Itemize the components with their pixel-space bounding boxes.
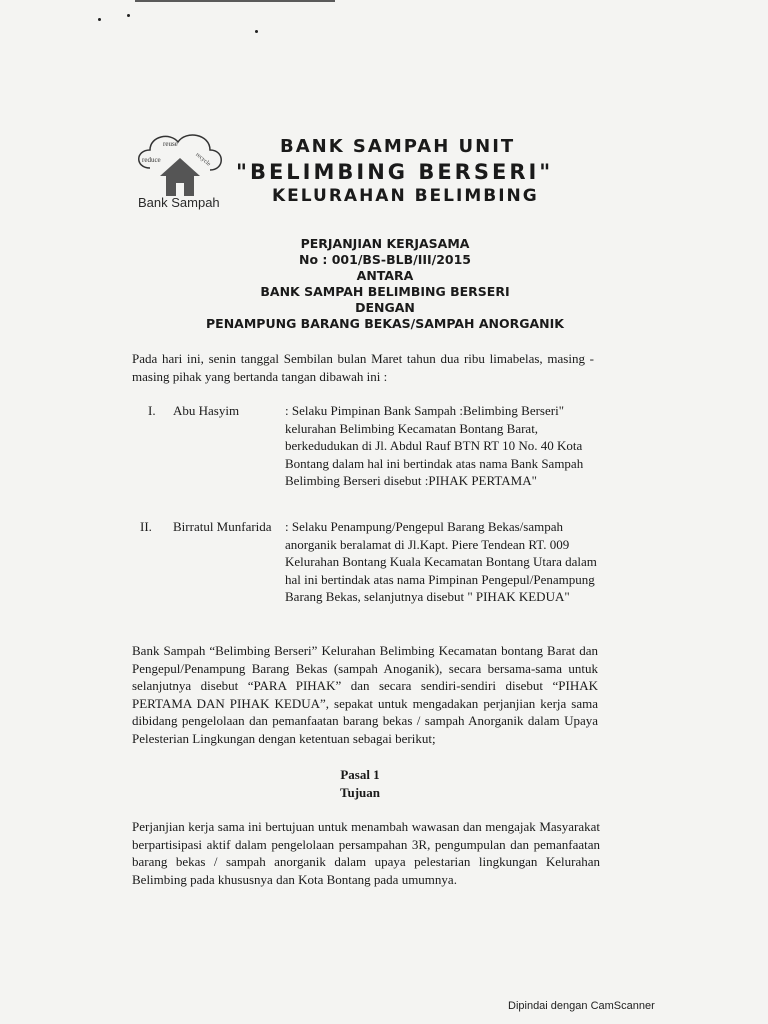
party-number: II. <box>140 519 152 534</box>
party-name: Abu Hasyim <box>173 403 240 418</box>
logo-word: reuse <box>163 140 178 148</box>
party-description: : Selaku Pimpinan Bank Sampah :Belimbing Berseri" kelurahan Belimbing Kecamatan Bontang Barat, berkedudukan di Jl. Abdul Rauf BTN RT 10 No. 40 Kota Bontang dalam hal ini bertindak atas nama Bank Sampah Belimbing Berseri disebut :PIHAK PERTAMA" <box>285 403 584 488</box>
logo-caption: Bank Sampah <box>138 195 220 210</box>
logo-word: recycle <box>194 151 212 168</box>
purpose-paragraph: Perjanjian kerja sama ini bertujuan untuk menambah wawasan dan mengajak Masyarakat berpartisipasi aktif dalam pengelolaan persampahan 3R, pengumpulan dan pemanfaatan barang bekas / sampah anorganik dalam upaya pelestarian lingkungan Kelurahan Belimbing pada khususnya dan Kota Bontang pada umumnya. <box>132 819 600 887</box>
title-line: No : 001/BS-BLB/III/2015 <box>298 252 472 267</box>
title-line: PENAMPUNG BARANG BEKAS/SAMPAH ANORGANIK <box>206 316 564 331</box>
article-title: Tujuan <box>340 785 380 800</box>
scan-speck <box>127 14 130 17</box>
header-line-1: BANK SAMPAH UNIT <box>280 136 516 157</box>
agreement-title <box>130 236 640 332</box>
party-name: Birratul Munfarida <box>173 519 272 534</box>
header-line-2: "BELIMBING BERSERI" <box>236 160 554 184</box>
scan-speck <box>98 18 101 21</box>
intro-paragraph: Pada hari ini, senin tanggal Sembilan bulan Maret tahun dua ribu limabelas, masing - masing pihak yang bertanda tangan dibawah ini : <box>132 351 594 384</box>
scan-speck <box>255 30 258 33</box>
title-line: DENGAN <box>355 300 415 315</box>
logo-word: reduce <box>142 156 161 164</box>
title-line: ANTARA <box>356 268 414 283</box>
header-line-3: KELURAHAN BELIMBING <box>272 186 539 206</box>
scan-edge-mark <box>135 0 335 2</box>
article-heading <box>300 766 420 802</box>
party-description: : Selaku Penampung/Pengepul Barang Bekas/sampah anorganik beralamat di Jl.Kapt. Piere Tendean RT. 009 Kelurahan Bontang Kuala Kecamatan Bontang Utara dalam hal ini bertindak atas nama Pimpinan Pengepul/Penampung Barang Bekas, selanjutnya disebut " PIHAK KEDUA" <box>285 519 597 604</box>
party-number: I. <box>148 403 156 418</box>
title-line: BANK SAMPAH BELIMBING BERSERI <box>260 284 510 299</box>
title-line: PERJANJIAN KERJASAMA <box>300 236 470 251</box>
article-number: Pasal 1 <box>340 767 380 782</box>
parties-paragraph: Bank Sampah “Belimbing Berseri” Kelurahan Belimbing Kecamatan bontang Barat dan Pengepul/Penampung Barang Bekas (sampah Anoganik), secara bersama-sama untuk selanjutnya disebut “PARA PIHAK” dan secara sendiri-sendiri disebut “PIHAK PERTAMA DAN PIHAK KEDUA”, sepakat untuk mengadakan perjanjian kerja sama dibidang pengelolaan dan pemanfaatan barang bekas / sampah Anorganik dalam Upaya Pelesterian Lingkungan dengan ketentuan sebagai berikut; <box>132 643 598 746</box>
scanner-watermark: Dipindai dengan CamScanner <box>508 1000 655 1012</box>
